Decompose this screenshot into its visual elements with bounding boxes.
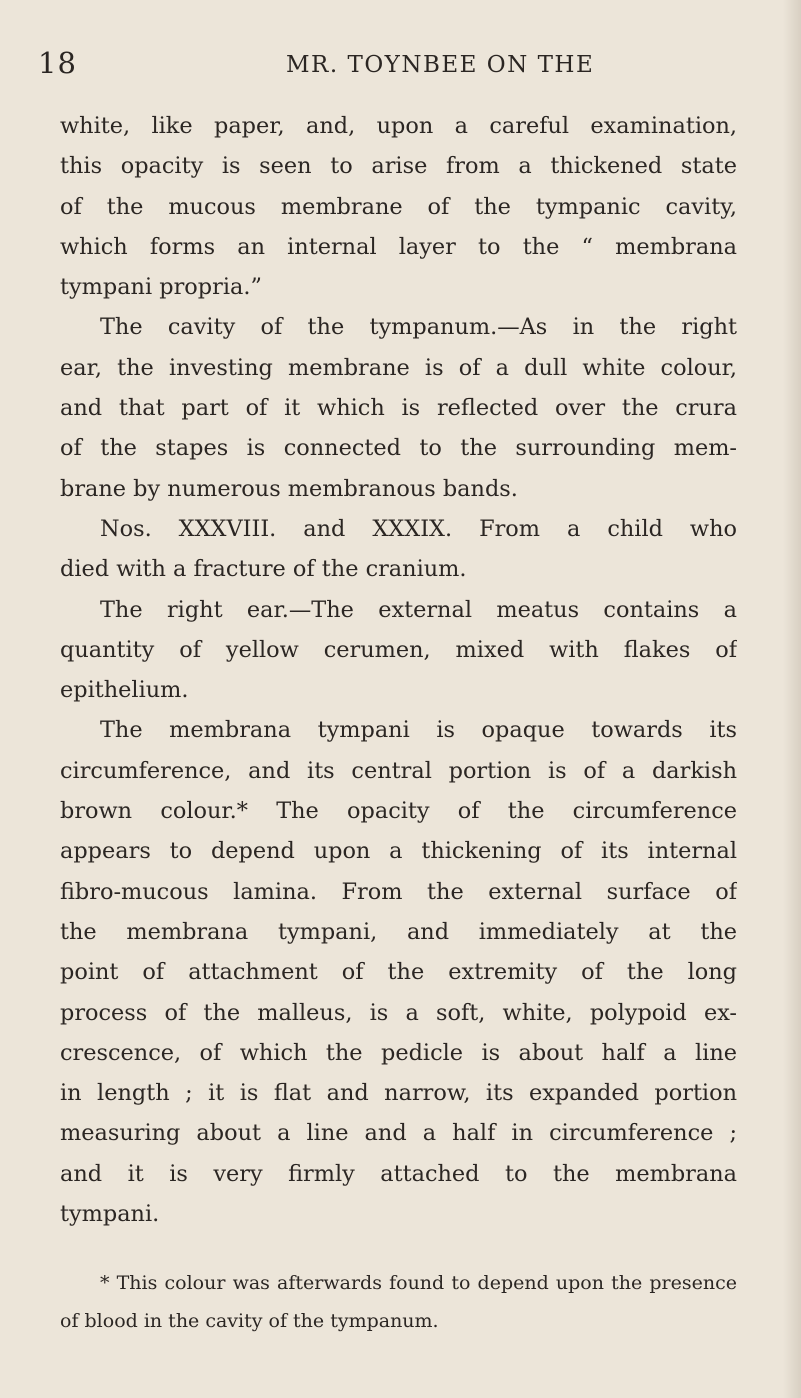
body-text <box>60 106 737 1234</box>
text-line: this opacity is seen to arise from a thickened state <box>60 153 737 180</box>
text-line: point of attachment of the extremity of the long <box>60 959 737 986</box>
text-line: crescence, of which the pedicle is about half a line <box>60 1039 737 1066</box>
text-line: and it is very firmly attached to the membrana <box>60 1160 737 1187</box>
text-line: appears to depend upon a thickening of its internal <box>60 838 737 865</box>
page-edge-shadow <box>783 0 801 1398</box>
text-line: fibro-mucous lamina. From the external surface of <box>60 878 737 905</box>
text-line: white, like paper, and, upon a careful examination, <box>60 113 737 139</box>
paragraph-start-line: The right ear.—The external meatus contains a <box>100 596 737 623</box>
footnote-line: * This colour was afterwards found to depend upon the presence <box>100 1272 737 1294</box>
text-line: tympani. <box>60 1201 160 1228</box>
text-line: in length ; it is flat and narrow, its expanded portion <box>60 1080 737 1107</box>
text-line: quantity of yellow cerumen, mixed with flakes of <box>60 636 737 663</box>
text-line: which forms an internal layer to the “ membrana <box>60 233 737 260</box>
text-line: measuring about a line and a half in circumference ; <box>60 1120 737 1147</box>
page-number: 18 <box>38 46 77 80</box>
paragraph-start-line: The cavity of the tympanum.—As in the right <box>100 314 737 341</box>
text-line: and that part of it which is reflected over the crura <box>60 395 737 422</box>
text-line: the membrana tympani, and immediately at the <box>60 918 737 945</box>
text-line: brown colour.* The opacity of the circumference <box>60 798 737 825</box>
section-heading-line: Nos. XXXVIII. and XXXIX. From a child who <box>100 515 737 542</box>
footnote-line: of blood in the cavity of the tympanum. <box>60 1310 439 1332</box>
text-line: circumference, and its central portion is of a darkish <box>60 757 737 784</box>
text-line: epithelium. <box>60 677 189 704</box>
text-line: brane by numerous membranous bands. <box>60 475 518 502</box>
text-line: tympani propria.” <box>60 274 262 301</box>
running-head: MR. TOYNBEE ON THE <box>286 52 595 78</box>
text-line: of the stapes is connected to the surrounding mem- <box>60 435 737 462</box>
paragraph-start-line: The membrana tympani is opaque towards its <box>100 717 737 744</box>
text-line: died with a fracture of the cranium. <box>60 556 467 583</box>
text-line: process of the malleus, is a soft, white, polypoid ex- <box>60 999 737 1026</box>
text-line: ear, the investing membrane is of a dull white colour, <box>60 354 737 381</box>
footnote <box>60 1264 737 1340</box>
text-line: of the mucous membrane of the tympanic cavity, <box>60 193 737 220</box>
page-header <box>38 45 758 85</box>
